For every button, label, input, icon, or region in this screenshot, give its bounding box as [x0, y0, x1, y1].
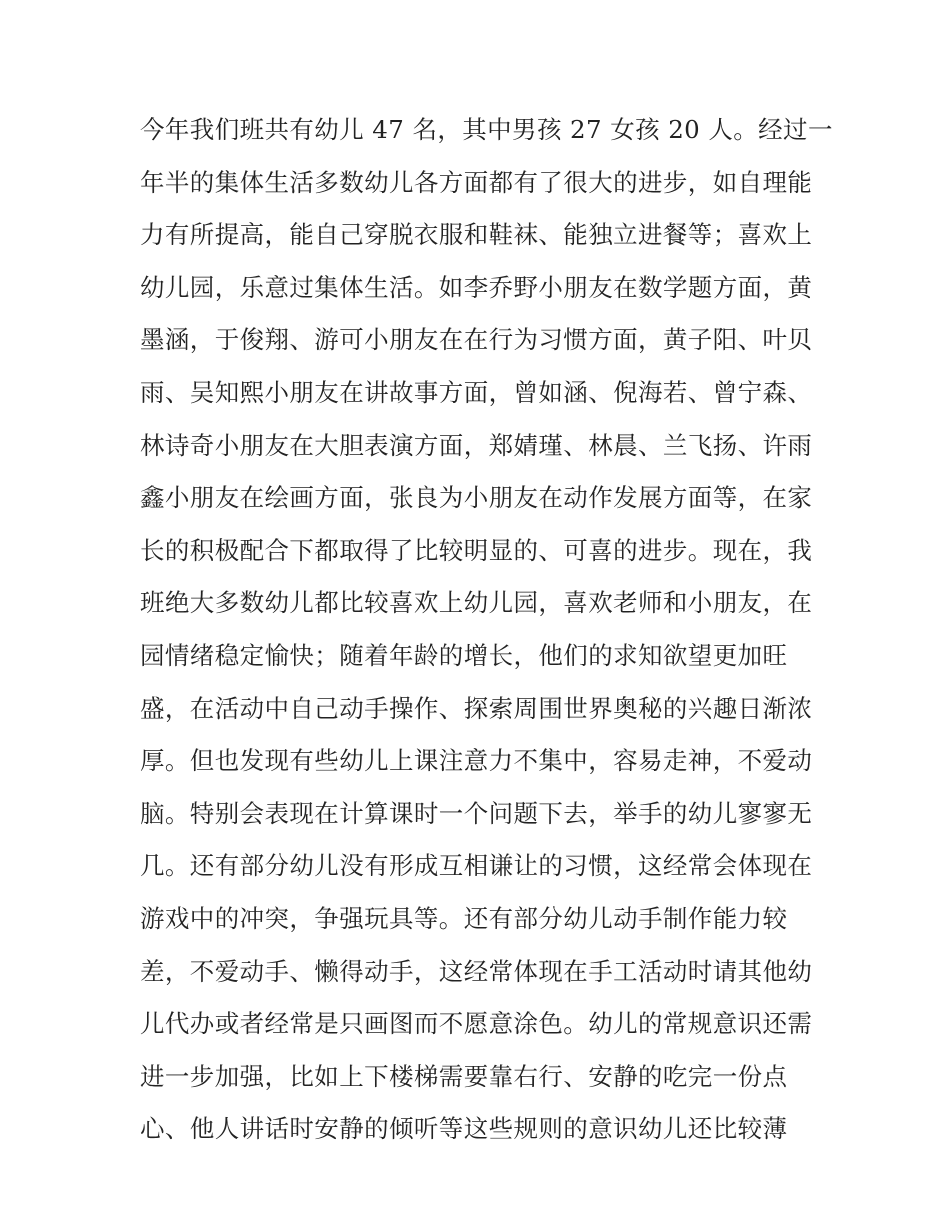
- text-line: 游戏中的冲突，争强玩具等。还有部分幼儿动手制作能力较: [140, 903, 788, 933]
- text-line: 幼儿园，乐意过集体生活。如李乔野小朋友在数学题方面，黄: [140, 272, 813, 302]
- text-line: 鑫小朋友在绘画方面，张良为小朋友在动作发展方面等，在家: [140, 483, 813, 513]
- text-line: 园情绪稳定愉快；随着年龄的增长，他们的求知欲望更加旺: [140, 640, 788, 670]
- text-line: 厚。但也发现有些幼儿上课注意力不集中，容易走神，不爱动: [140, 746, 813, 776]
- text-line: 力有所提高，能自己穿脱衣服和鞋袜、能独立进餐等；喜欢上: [140, 220, 813, 250]
- text-line: 林诗奇小朋友在大胆表演方面，郑婧瑾、林晨、兰飞扬、许雨: [140, 430, 813, 460]
- text-line: 班绝大多数幼儿都比较喜欢上幼儿园，喜欢老师和小朋友，在: [140, 588, 813, 618]
- body-text: [140, 110, 833, 1162]
- text-line: 儿代办或者经常是只画图而不愿意涂色。幼儿的常规意识还需: [140, 1009, 813, 1039]
- text-line: 脑。特别会表现在计算课时一个问题下去，举手的幼儿寥寥无: [140, 798, 813, 828]
- text-line: 心、他人讲话时安静的倾听等这些规则的意识幼儿还比较薄: [140, 1114, 788, 1144]
- text-line: 几。还有部分幼儿没有形成互相谦让的习惯，这经常会体现在: [140, 851, 813, 881]
- text-line: 进一步加强，比如上下楼梯需要靠右行、安静的吃完一份点: [140, 1061, 788, 1091]
- text-line: 今年我们班共有幼儿 47 名，其中男孩 27 女孩 20 人。经过一: [140, 115, 833, 144]
- text-line: 盛，在活动中自己动手操作、探索周围世界奥秘的兴趣日渐浓: [140, 693, 813, 723]
- text-line: 差，不爱动手、懒得动手，这经常体现在手工活动时请其他幼: [140, 956, 813, 986]
- text-line: 墨涵，于俊翔、游可小朋友在在行为习惯方面，黄子阳、叶贝: [140, 325, 813, 355]
- text-line: 雨、吴知熙小朋友在讲故事方面，曾如涵、倪海若、曾宁森、: [140, 377, 813, 407]
- text-line: 年半的集体生活多数幼儿各方面都有了很大的进步，如自理能: [140, 167, 813, 197]
- text-line: 长的积极配合下都取得了比较明显的、可喜的进步。现在，我: [140, 535, 813, 565]
